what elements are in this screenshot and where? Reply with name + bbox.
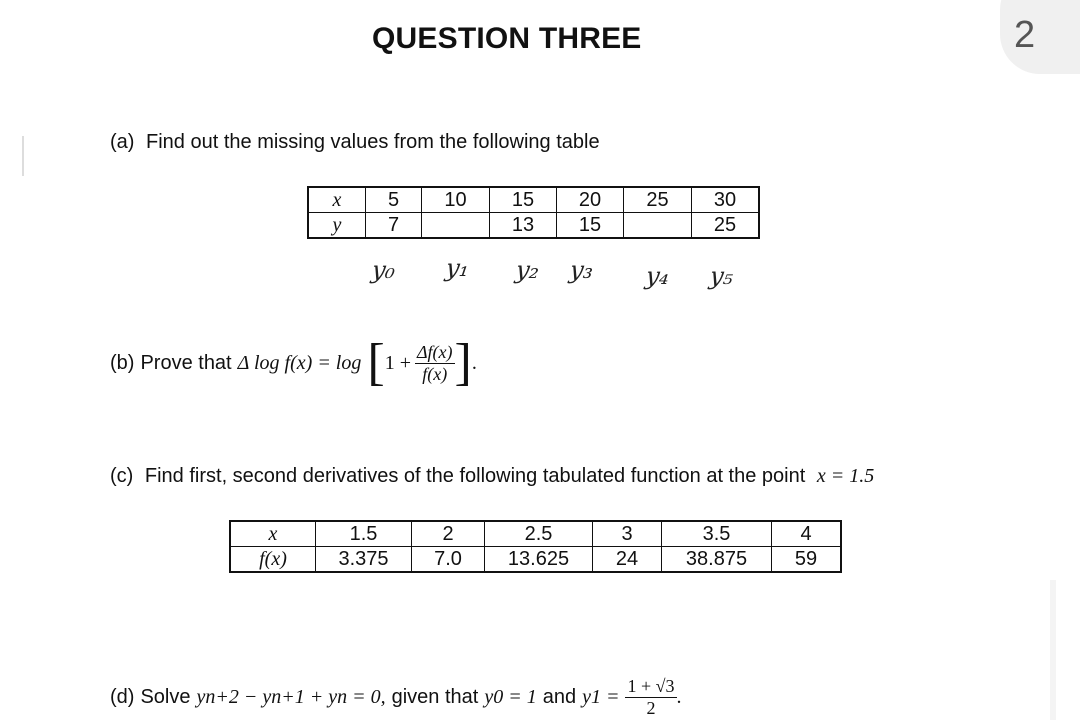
part-d-y1: y1 =	[582, 685, 620, 708]
cell-x: 10	[422, 187, 490, 213]
cell-x: 1.5	[316, 521, 412, 547]
part-a-label: (a)	[110, 131, 135, 153]
part-d-y0: y0 = 1	[484, 685, 537, 708]
cell-fx: 7.0	[412, 547, 485, 573]
part-d-solve: Solve	[140, 685, 191, 708]
fraction-denominator: 2	[646, 697, 656, 718]
table-row	[230, 521, 841, 547]
cell-fx: 59	[772, 547, 842, 573]
part-d-and: and	[542, 685, 577, 708]
cell-y: 15	[557, 213, 624, 239]
row-header-y: y	[308, 213, 366, 239]
cell-x: 15	[490, 187, 557, 213]
handwritten-y1: y₁	[444, 254, 472, 282]
cell-x: 4	[772, 521, 842, 547]
cell-x: 5	[366, 187, 422, 213]
fraction-denominator: f(x)	[422, 363, 448, 384]
cell-fx: 38.875	[662, 547, 772, 573]
part-c-label: (c)	[110, 465, 134, 487]
table-row	[308, 187, 759, 213]
part-b-lhs: Δ log f(x) = log	[237, 351, 362, 374]
cell-x: 30	[692, 187, 760, 213]
cell-fx: 3.375	[316, 547, 412, 573]
row-header-x: x	[230, 521, 316, 547]
page-edge-shadow	[1050, 580, 1056, 720]
page-number: 2	[1014, 14, 1036, 56]
row-header-fx: f(x)	[230, 547, 316, 573]
cell-y: 25	[692, 213, 760, 239]
part-b-fraction	[415, 342, 455, 385]
cell-x: 25	[624, 187, 692, 213]
margin-mark	[22, 136, 24, 176]
fraction-numerator: 1 + √3	[627, 675, 675, 696]
row-header-x: x	[308, 187, 366, 213]
part-b-one-plus: 1 +	[384, 351, 411, 374]
table-row	[308, 213, 759, 239]
page-title: QUESTION THREE	[372, 22, 642, 55]
part-a-question	[110, 131, 600, 154]
left-bracket: [	[367, 334, 385, 391]
part-b-question	[110, 326, 477, 400]
part-d-equation: yn+2 − yn+1 + yn = 0,	[196, 685, 386, 708]
handwritten-y4: y₄	[644, 262, 672, 290]
cell-y: 13	[490, 213, 557, 239]
page-corner-tab	[1000, 0, 1080, 74]
handwritten-y2: y₂	[514, 256, 542, 284]
part-d-label: (d)	[110, 685, 135, 708]
part-d-given: given that	[391, 685, 479, 708]
part-d-question	[110, 670, 682, 724]
part-c-question	[110, 465, 874, 488]
part-d-end: .	[676, 685, 682, 708]
table-row	[230, 547, 841, 573]
cell-x: 2	[412, 521, 485, 547]
cell-x: 20	[557, 187, 624, 213]
cell-y-missing	[624, 213, 692, 239]
handwritten-y3: y₃	[568, 256, 596, 284]
cell-y: 7	[366, 213, 422, 239]
cell-y-missing	[422, 213, 490, 239]
cell-x: 2.5	[485, 521, 593, 547]
part-b-end: .	[471, 351, 477, 374]
part-b-text: Prove that	[140, 351, 232, 374]
cell-fx: 24	[593, 547, 662, 573]
cell-fx: 13.625	[485, 547, 593, 573]
right-bracket: ]	[454, 334, 472, 391]
part-c-text: Find first, second derivatives of the following tabulated function at the point	[144, 465, 806, 487]
handwritten-y0: y₀	[370, 256, 398, 284]
part-d-fraction	[625, 676, 676, 719]
part-c-table	[229, 520, 842, 573]
fraction-numerator: Δf(x)	[416, 341, 453, 362]
cell-x: 3.5	[662, 521, 772, 547]
cell-x: 3	[593, 521, 662, 547]
part-a-text: Find out the missing values from the following table	[146, 131, 600, 153]
part-a-table	[307, 186, 760, 239]
handwritten-y5: y₅	[708, 262, 736, 290]
part-c-point: x = 1.5	[816, 465, 875, 487]
part-b-label: (b)	[110, 351, 135, 374]
